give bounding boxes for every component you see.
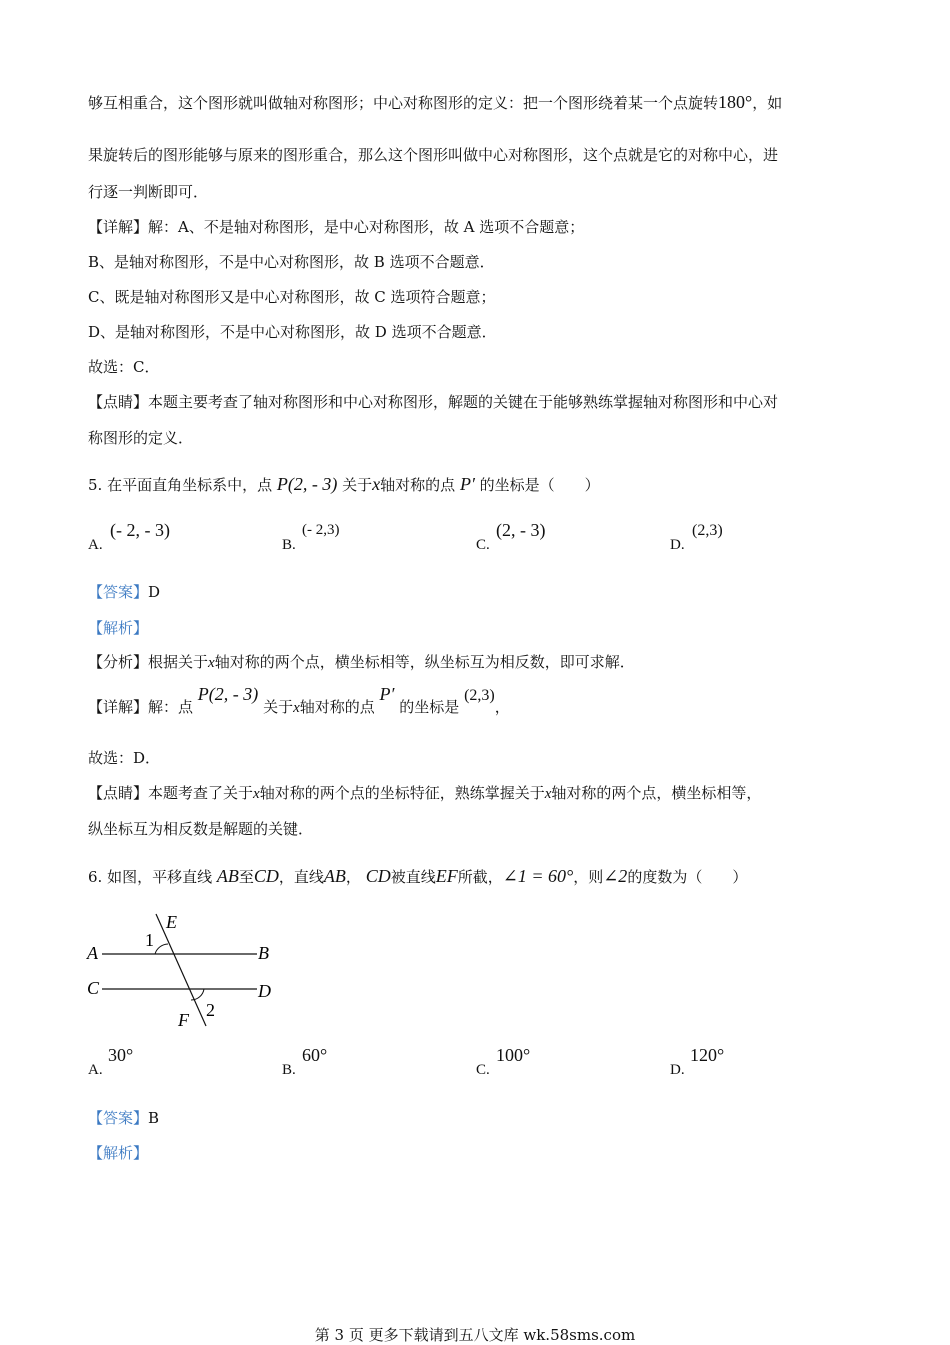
text-line-9: 【点睛】本题主要考查了轴对称图形和中心对称图形，解题的关键在于能够熟练掌握轴对称图形和中心对 bbox=[88, 393, 779, 411]
q5-option-d bbox=[670, 520, 850, 560]
math-angle-2: ∠2 bbox=[603, 866, 628, 886]
q5-guxuan: 故选：D． bbox=[88, 749, 161, 767]
dianjing-text: 轴对称的两个点，横坐标相等， bbox=[551, 784, 762, 802]
q6-text: ，则 bbox=[573, 868, 604, 886]
option-label: C. bbox=[476, 1062, 490, 1078]
q5-option-a bbox=[88, 520, 268, 560]
q5-option-b bbox=[282, 520, 462, 560]
text-line-4: 【详解】解：A、不是轴对称图形，是中心对称图形，故 A 选项不合题意； bbox=[88, 218, 585, 236]
math-x: x bbox=[544, 786, 552, 802]
option-label: B. bbox=[282, 537, 296, 553]
angle-1-arc bbox=[155, 944, 168, 954]
text-line-7: D、是轴对称图形，不是中心对称图形，故 D 选项不合题意． bbox=[88, 323, 497, 341]
xiangjie-text: ， bbox=[494, 698, 510, 716]
option-value: 30° bbox=[108, 1045, 134, 1065]
math-cd: CD bbox=[365, 866, 391, 886]
label-d: D bbox=[258, 981, 271, 1001]
parallel-lines-figure bbox=[82, 908, 282, 1028]
label-a: A bbox=[87, 943, 98, 963]
option-label: B. bbox=[282, 1062, 296, 1078]
dianjing-text: 轴对称的两个点的坐标特征，熟练掌握关于 bbox=[259, 784, 545, 802]
fenxi-text: 轴对称的两个点，横坐标相等，纵坐标互为相反数，即可求解． bbox=[214, 653, 635, 671]
angle-2-arc bbox=[191, 989, 204, 1000]
q5-option-c bbox=[476, 520, 656, 560]
option-value: 120° bbox=[690, 1045, 725, 1065]
q5-analysis-tag: 【解析】 bbox=[88, 619, 149, 637]
q6-answer bbox=[88, 1108, 159, 1128]
fenxi-text: 【分析】根据关于 bbox=[88, 653, 209, 671]
answer-tag: 【答案】 bbox=[88, 1109, 149, 1127]
q5-answer bbox=[88, 582, 160, 602]
q6-option-d bbox=[670, 1045, 850, 1085]
q6-option-b bbox=[282, 1045, 462, 1085]
q6-option-a bbox=[88, 1045, 268, 1085]
text-line-6: C、既是轴对称图形又是中心对称图形，故 C 选项符合题意； bbox=[88, 288, 496, 306]
q6-text: 所截， bbox=[457, 868, 503, 886]
label-angle-2: 2 bbox=[206, 1000, 215, 1020]
option-value: (- 2,3) bbox=[302, 522, 340, 538]
text-line-1 bbox=[88, 92, 782, 113]
xiangjie-text: 关于 bbox=[263, 698, 294, 716]
answer-value: D bbox=[148, 583, 161, 601]
q6-analysis-tag: 【解析】 bbox=[88, 1144, 149, 1162]
option-label: C. bbox=[476, 537, 490, 553]
math-value: (2,3) bbox=[464, 687, 495, 704]
math-x: x bbox=[208, 655, 215, 671]
q5-dianjing-2: 纵坐标互为相反数是解题的关键． bbox=[88, 820, 314, 838]
answer-tag: 【答案】 bbox=[88, 583, 149, 601]
math-p-prime: P′ bbox=[379, 684, 395, 704]
math-ab: AB bbox=[323, 866, 346, 886]
label-e: E bbox=[166, 912, 177, 932]
q5-fenxi bbox=[88, 652, 635, 673]
option-value: 100° bbox=[496, 1045, 531, 1065]
line-text: 够互相重合，这个图形就叫做轴对称图形；中心对称图形的定义：把一个图形绕着某一个点旋转 bbox=[88, 94, 719, 112]
q6-text: 至 bbox=[238, 868, 254, 886]
label-angle-1: 1 bbox=[145, 930, 154, 950]
math-point-p: P(2, - 3) bbox=[197, 684, 259, 704]
q5-text: 轴对称的点 bbox=[380, 476, 456, 494]
q5-text: 的坐标是（ ） bbox=[479, 476, 600, 494]
math-cd: CD bbox=[253, 866, 279, 886]
label-b: B bbox=[258, 943, 269, 963]
answer-value: B bbox=[148, 1109, 160, 1127]
option-label: D. bbox=[670, 537, 685, 553]
math-x: x bbox=[253, 786, 260, 802]
option-label: D. bbox=[670, 1062, 685, 1078]
q6-text: 被直线 bbox=[390, 868, 436, 886]
text-line-2: 果旋转后的图形能够与原来的图形重合，那么这个图形叫做中心对称图形，这个点就是它的对称中心，进 bbox=[88, 146, 779, 164]
math-angle-1: ∠1 = 60° bbox=[502, 866, 574, 886]
question-5-stem bbox=[88, 474, 600, 495]
option-value: (2, - 3) bbox=[496, 520, 546, 540]
q5-text: 关于 bbox=[342, 476, 373, 494]
text-line-8: 故选：C． bbox=[88, 358, 160, 376]
xiangjie-text: 【详解】解：点 bbox=[88, 698, 194, 716]
option-label: A. bbox=[88, 537, 103, 553]
q5-prefix: 5. 在平面直角坐标系中，点 bbox=[88, 476, 273, 494]
label-c: C bbox=[87, 978, 100, 998]
option-value: 60° bbox=[302, 1045, 328, 1065]
q5-xiangjie bbox=[88, 686, 510, 728]
q5-dianjing-1 bbox=[88, 783, 761, 804]
option-label: A. bbox=[88, 1062, 103, 1078]
xiangjie-text: 的坐标是 bbox=[399, 698, 460, 716]
math-point-p: P(2, - 3) bbox=[276, 474, 338, 494]
text-line-3: 行逐一判断即可． bbox=[88, 183, 209, 201]
math-x: x bbox=[293, 700, 300, 716]
label-f: F bbox=[178, 1010, 189, 1028]
dianjing-text: 【点睛】本题考查了关于 bbox=[88, 784, 254, 802]
text-line-5: B、是轴对称图形，不是中心对称图形，故 B 选项不合题意． bbox=[88, 253, 495, 271]
xiangjie-text: 轴对称的点 bbox=[299, 698, 375, 716]
math-ef: EF bbox=[435, 866, 458, 886]
option-value: (- 2, - 3) bbox=[110, 520, 170, 540]
option-value: (2,3) bbox=[692, 522, 723, 539]
q6-text: 6. 如图，平移直线 bbox=[88, 868, 213, 886]
math-ab: AB bbox=[216, 866, 239, 886]
q6-text: ，直线 bbox=[278, 868, 324, 886]
text-line-10: 称图形的定义． bbox=[88, 429, 194, 447]
math-x: x bbox=[372, 474, 381, 494]
math-p-prime: P′ bbox=[459, 474, 475, 494]
page-footer: 第 3 页 更多下载请到五八文库 wk.58sms.com bbox=[314, 1326, 636, 1344]
q6-text: ， bbox=[345, 868, 361, 886]
question-6-stem bbox=[88, 866, 747, 887]
line-text: ，如 bbox=[752, 94, 783, 112]
q6-option-c bbox=[476, 1045, 656, 1085]
q6-text: 的度数为（ ） bbox=[627, 868, 748, 886]
math-180-degree: 180° bbox=[718, 92, 753, 112]
